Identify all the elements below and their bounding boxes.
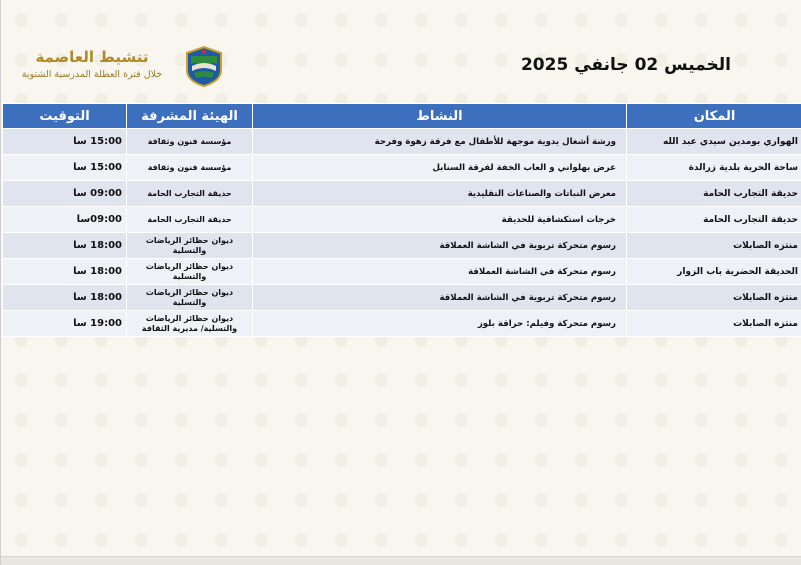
cell-activity: معرض النباتات والصناعات التقليدية xyxy=(253,181,627,207)
cell-time: 15:00 سا xyxy=(3,129,127,155)
cell-organizer: مؤسسة فنون وثقافة xyxy=(127,129,253,155)
cell-organizer: حديقة التجارب الحامة xyxy=(127,181,253,207)
cell-organizer: ديوان حظائر الرياضات والتسلية xyxy=(127,259,253,285)
cell-activity: رسوم متحركة تربوية في الشاشة العملاقة xyxy=(253,233,627,259)
cell-organizer: ديوان حظائر الرياضات والتسلية/ مديرية الثقافة xyxy=(127,311,253,337)
table-row xyxy=(3,259,801,285)
cell-organizer: ديوان حظائر الرياضات والتسلية xyxy=(127,233,253,259)
table-row xyxy=(3,155,801,181)
cell-time: 15:00 سا xyxy=(3,155,127,181)
cell-place: ساحة الحرية بلدية زرالدة xyxy=(627,155,801,181)
table-row xyxy=(3,207,801,233)
table-row xyxy=(3,233,801,259)
header-time: التوقيت xyxy=(3,104,127,129)
table-row xyxy=(3,181,801,207)
brand-subtitle: خلال فترة العطلة المدرسية الشتوية xyxy=(21,69,163,80)
cell-place: الهواري بومدين سيدي عبد الله xyxy=(627,129,801,155)
algiers-emblem-icon xyxy=(182,44,226,88)
page-bottom-edge xyxy=(1,556,801,565)
cell-place: منتزه الصابلات xyxy=(627,285,801,311)
header-activity: النشاط xyxy=(253,104,627,129)
cell-organizer: مؤسسة فنون وثقافة xyxy=(127,155,253,181)
table-row xyxy=(3,285,801,311)
cell-place: حديقة التجارب الحامة xyxy=(627,181,801,207)
brand-title: تنشيط العاصمة xyxy=(35,48,149,66)
cell-activity: ورشة أشغال يدوية موجهة للأطفال مع فرقة زهوة وفرحة xyxy=(253,129,627,155)
cell-activity: خرجات استكشافية للحديقة xyxy=(253,207,627,233)
cell-time: 18:00 سا xyxy=(3,285,127,311)
date-heading: الخميس 02 جانفي 2025 xyxy=(520,55,731,75)
cell-time: 18:00 سا xyxy=(3,259,127,285)
cell-activity: رسوم متحركة في الشاشة العملاقة xyxy=(253,259,627,285)
table-row xyxy=(3,129,801,155)
header-place: المكان xyxy=(627,104,801,129)
cell-activity: عرض بهلواني و العاب الخفة لفرقة السنابل xyxy=(253,155,627,181)
table-row xyxy=(3,311,801,337)
cell-time: 18:00 سا xyxy=(3,233,127,259)
cell-time: 09:00 سا xyxy=(3,181,127,207)
cell-place: منتزه الصابلات xyxy=(627,311,801,337)
cell-activity: رسوم متحركة تربوية في الشاشة العملاقة xyxy=(253,285,627,311)
event-branding xyxy=(11,48,173,81)
cell-time: 19:00 سا xyxy=(3,311,127,337)
table-header-row xyxy=(3,104,801,129)
schedule-table xyxy=(2,103,801,337)
cell-activity: رسوم متحركة وفيلم: حراقة بلوز xyxy=(253,311,627,337)
cell-place: حديقة التجارب الحامة xyxy=(627,207,801,233)
cell-place: منتزه الصابلات xyxy=(627,233,801,259)
cell-organizer: ديوان حظائر الرياضات والتسلية xyxy=(127,285,253,311)
cell-time: 09:00سا xyxy=(3,207,127,233)
cell-organizer: حديقة التجارب الحامة xyxy=(127,207,253,233)
cell-place: الحديقة الحضرية باب الزوار xyxy=(627,259,801,285)
header-organizer: الهيئة المشرفة xyxy=(127,104,253,129)
